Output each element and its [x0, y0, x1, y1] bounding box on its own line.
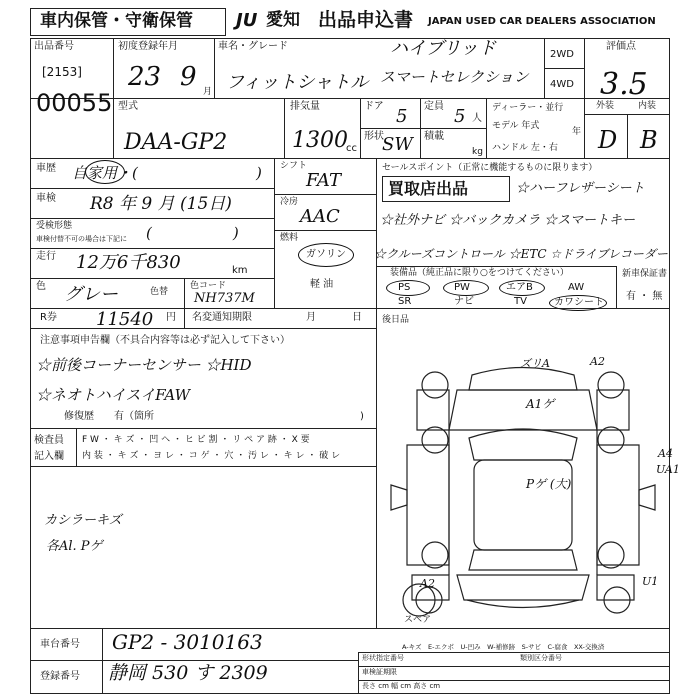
brand-name: 愛知	[266, 10, 300, 30]
history-close: )	[256, 164, 262, 182]
form-title: 出品申込書	[318, 9, 414, 31]
equip-sr: SR	[398, 296, 412, 307]
mark-right1: A4	[658, 447, 673, 460]
association-name: JAPAN USED CAR DEALERS ASSOCIATION	[428, 16, 656, 27]
engine-value: 1300	[292, 128, 348, 153]
color-value: グレー	[64, 284, 118, 305]
equip-airbag: エアB	[506, 282, 533, 293]
mark-right2: UA1	[656, 463, 680, 476]
engine-unit: cc	[346, 143, 357, 154]
rating-score: 3.5	[600, 67, 648, 102]
ju-logo: JU	[236, 10, 258, 31]
exterior-grade: D	[598, 126, 618, 154]
capacity-value: 5	[454, 106, 466, 127]
repair-close: )	[360, 411, 364, 422]
recycle-unit: 円	[166, 312, 176, 323]
equip-tv: TV	[514, 296, 527, 307]
shape-value: SW	[382, 134, 413, 155]
spare-label: スペア	[404, 615, 432, 625]
equipment-label: 装備品（純正品に限り○をつけてください）	[390, 268, 569, 278]
inspection-label: 車検	[36, 193, 56, 204]
cooling-label: 冷房	[280, 197, 299, 207]
model-name: フィットシャトル	[226, 72, 369, 93]
handnote-line2: 各Al. Pゲ	[46, 539, 103, 554]
shift-label: シフト	[280, 161, 308, 171]
recycle-value: 11540	[96, 309, 154, 330]
handle-label: ハンドル 左・右	[492, 143, 558, 153]
exterior-label: 外装	[596, 101, 615, 111]
lot-label: 出品番号	[34, 41, 74, 52]
notice-month: 月	[306, 312, 316, 323]
interior-grade: B	[640, 126, 658, 154]
drive-4wd: 4WD	[550, 79, 574, 90]
legend: A-キズ E-エクボ U-凹み W-補修跡 S-サビ C-腐食 XX-交換済	[402, 643, 605, 651]
grade-line1: ハイブリッド	[390, 38, 497, 59]
notes-line2: ☆ネオトハイスイFAW	[36, 386, 190, 404]
registration-month-unit: 月	[203, 87, 213, 97]
plate-label: 登録番号	[40, 671, 80, 682]
type-label: 型式	[118, 101, 138, 112]
rating-label: 評価点	[606, 41, 636, 52]
notes-line1: ☆前後コーナーセンサー ☆HID	[36, 356, 252, 374]
load-label: 積載	[424, 131, 444, 142]
model-year-unit: 年	[572, 127, 582, 137]
mark-roof: Pゲ (大)	[526, 477, 572, 491]
mark-front: ズリA	[520, 357, 550, 370]
acceptance-sub: 車検付替不可の場合は下記に	[36, 235, 127, 243]
equip-pw: PW	[454, 282, 470, 293]
equip-navi: ナビ	[454, 296, 474, 307]
warranty-value: 有 ・ 無	[626, 291, 663, 302]
inspector-row1: F W ・ キ ズ ・ 凹 ヘ ・ ヒ ビ 割 ・ リ ペ ア 跡 ・ X 要	[82, 435, 310, 445]
load-unit: kg	[472, 147, 483, 157]
warranty-label: 新車保証書	[622, 269, 668, 279]
grade-line2: スマートセレクション	[380, 68, 529, 86]
equip-aw: AW	[568, 282, 585, 293]
capacity-unit: 人	[472, 113, 482, 124]
capacity-label: 定員	[424, 101, 444, 112]
fuel-diesel: 軽 油	[310, 279, 334, 290]
acceptance-paren: ( )	[146, 224, 239, 242]
chassis-label: 車台番号	[40, 639, 80, 650]
fuel-gas: ガソリン	[306, 249, 346, 260]
mark-hood: A1ゲ	[526, 397, 555, 411]
stamp-row2: 類別区分番号	[520, 654, 562, 662]
stamp-row3: 車検証期限	[362, 668, 397, 676]
color-code-label: 色コード	[190, 281, 227, 291]
selling-line1: ☆ハーフレザーシート	[516, 181, 645, 196]
equip-seat: カワシート	[554, 297, 604, 308]
color-label: 色	[36, 281, 46, 292]
mark-front2: A2	[590, 355, 605, 368]
mileage-unit: km	[232, 265, 248, 276]
acceptance-label: 受検形態	[36, 221, 73, 231]
color-tone-label: 色替	[150, 287, 169, 297]
selling-line3: ☆クルーズコントロール ☆ETC ☆ドライブレコーダー	[374, 247, 668, 261]
stamp-row1: 形状指定番号	[362, 654, 404, 662]
cooling-value: AAC	[300, 206, 340, 227]
selling-line2: ☆社外ナビ ☆バックカメラ ☆スマートキー	[380, 213, 636, 228]
lot-subnumber: [2153]	[42, 65, 82, 79]
equip-ps: PS	[398, 282, 411, 293]
lot-number: 00055	[36, 89, 113, 117]
engine-label: 排気量	[290, 101, 320, 112]
doors-value: 5	[396, 106, 408, 127]
shift-value: FAT	[306, 170, 341, 191]
buyer-stamp: 買取店出品	[388, 179, 469, 198]
registration-month: 9	[180, 62, 197, 92]
history-label: 車歴	[36, 163, 56, 174]
notice-label: 名変通知期限	[192, 312, 252, 323]
plate-value: 静岡 530 す 2309	[108, 662, 268, 684]
rear-field-label: 後日品	[382, 315, 410, 325]
registration-label: 初度登録年月	[118, 41, 178, 52]
recycle-label: R券	[40, 312, 57, 323]
inspector-row2: 内 装 ・ キ ズ ・ ヨ レ ・ コ ゲ ・ 穴 ・ 汚 レ ・ キ レ ・ 破 レ	[82, 451, 341, 461]
inspector-label1: 検査員	[34, 435, 64, 446]
handnote-line1: カシラーキズ	[44, 513, 122, 528]
interior-label: 内装	[638, 101, 657, 111]
notes-label: 注意事項申告欄（不具合内容等は必ず記入して下さい）	[40, 335, 290, 346]
repair-label: 修復歴 有（箇所	[64, 411, 154, 422]
doors-label: ドア	[364, 101, 384, 112]
notice-day: 日	[352, 312, 362, 323]
stamp-row4: 長さ cm 幅 cm 高さ cm	[362, 682, 441, 690]
model-label: 車名・グレード	[218, 41, 288, 52]
registration-year: 23	[128, 62, 162, 92]
model-year-label: モデル 年式	[492, 121, 540, 131]
color-code: NH737M	[194, 291, 255, 306]
mileage-value: 12万6千830	[76, 252, 181, 273]
history-value: 自家用・(	[72, 164, 138, 182]
inspection-value: R8 年 9 月 (15日)	[90, 194, 232, 214]
fuel-label: 燃料	[280, 233, 299, 243]
dealer-label: ディーラー・並行	[492, 103, 564, 113]
inspector-label2: 記入欄	[34, 451, 64, 462]
mileage-label: 走行	[36, 251, 56, 262]
shape-label: 形状	[364, 131, 384, 142]
storage-stamp-text: 車内保管・守衛保管	[40, 11, 193, 31]
mark-rear-right: U1	[642, 575, 659, 588]
chassis-value: GP2 - 3010163	[112, 630, 263, 654]
drive-2wd: 2WD	[550, 49, 574, 60]
selling-points-label: セールスポイント（正常に機能するものに限ります）	[382, 163, 598, 173]
mark-rear-left: A2	[420, 577, 435, 590]
type-value: DAA-GP2	[124, 130, 228, 155]
